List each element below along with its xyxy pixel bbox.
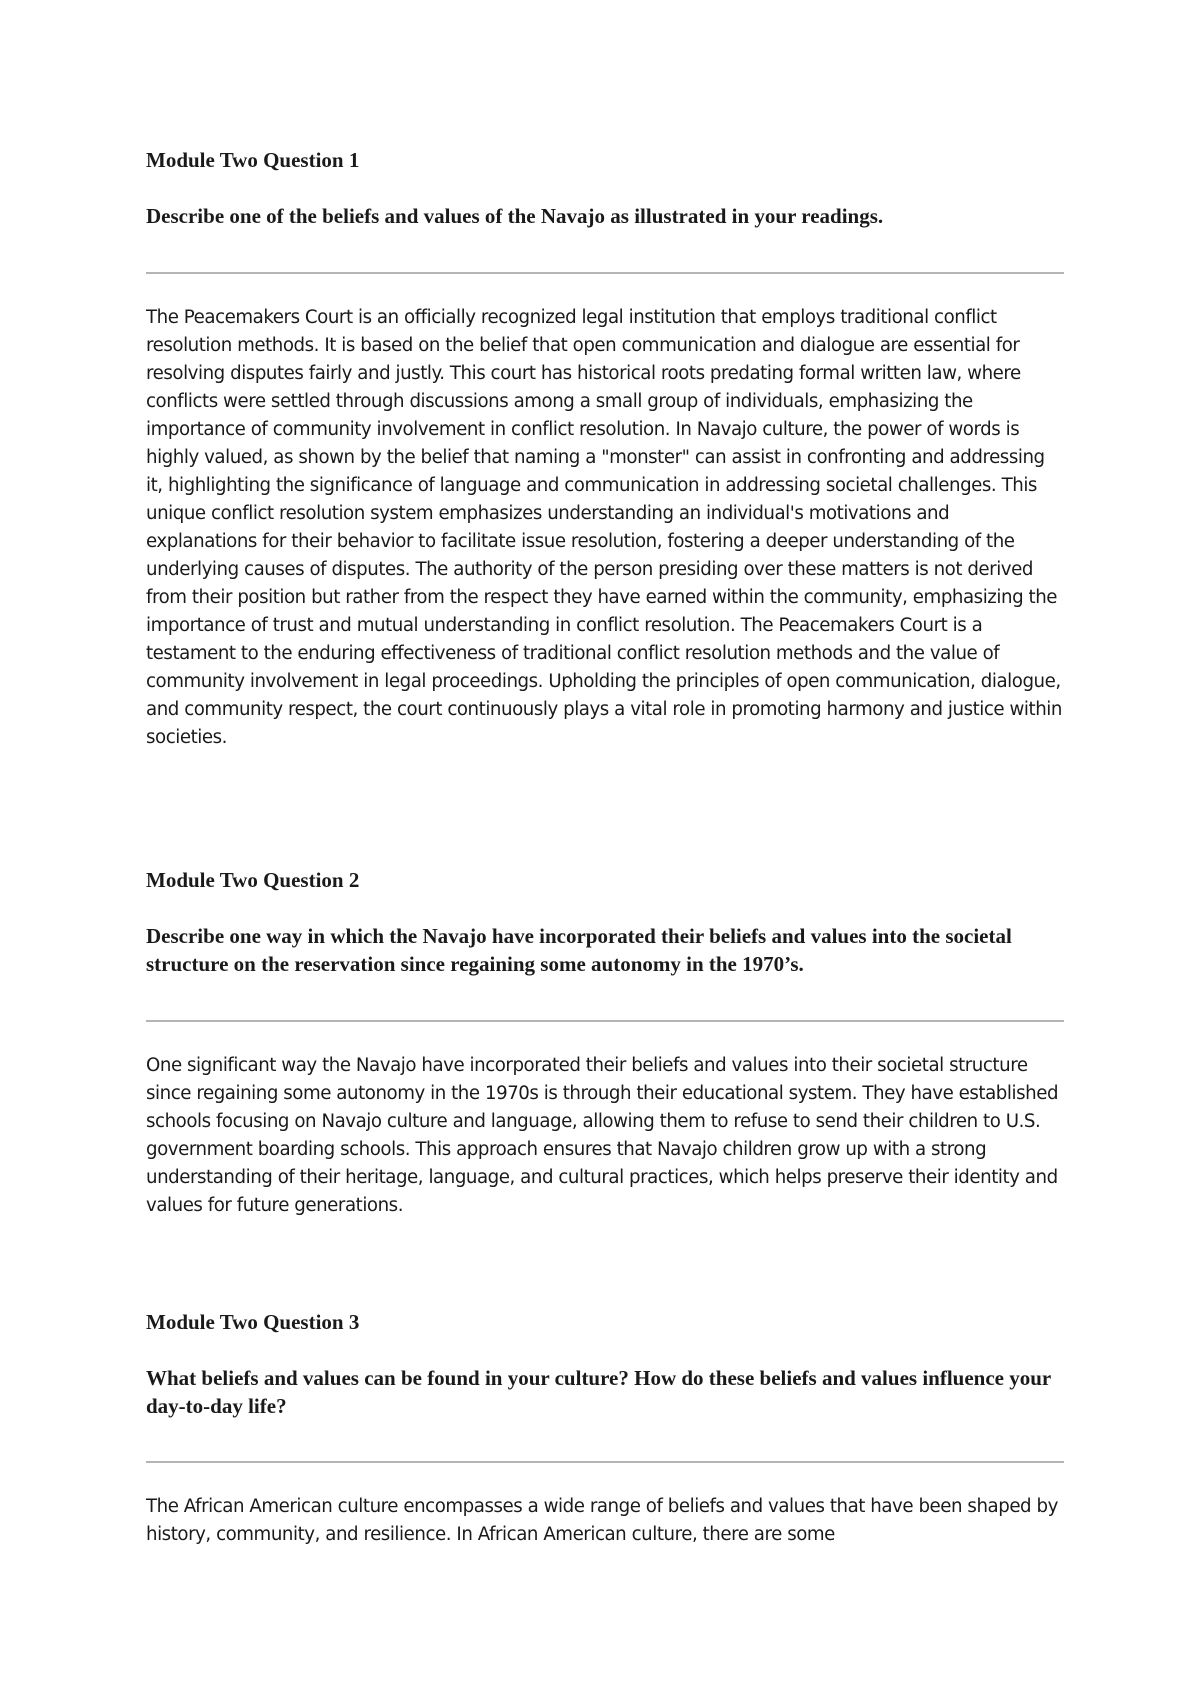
answer-text: One significant way the Navajo have incorporated their beliefs and values into their societal structure since regaining some autonomy in the 1970s is through their educational system. They have established schools focusing on Navajo culture and language, allowing them to refuse to send their children to U.S. government boarding schools. This approach ensures that Navajo children grow up with a strong understanding of their heritage, language, and cultural practices, which helps preserve their identity and values for future generations. bbox=[146, 1055, 1059, 1216]
module-title: Module Two Question 2 bbox=[146, 868, 360, 892]
horizontal-rule bbox=[146, 1461, 1064, 1463]
question-text: What beliefs and values can be found in your culture? How do these beliefs and values influence your day-to-day life? bbox=[146, 1366, 1051, 1418]
question-text: Describe one of the beliefs and values of the Navajo as illustrated in your readings. bbox=[146, 204, 884, 228]
module-title: Module Two Question 1 bbox=[146, 148, 360, 172]
section-question-2 bbox=[146, 866, 1064, 1216]
module-title: Module Two Question 3 bbox=[146, 1310, 360, 1334]
horizontal-rule bbox=[146, 272, 1064, 274]
answer-text: The African American culture encompasses a wide range of beliefs and values that have been shaped by history, community, and resilience. In African American culture, there are some bbox=[146, 1496, 1058, 1545]
answer-text: The Peacemakers Court is an officially recognized legal institution that employs traditional conflict resolution methods. It is based on the belief that open communication and dialogue are essential for resolving disputes fairly and justly. This court has historical roots predating formal written law, where conflicts were settled through discussions among a small group of individuals, emphasizing the importance of community involvement in conflict resolution. In Navajo culture, the power of words is highly valued, as shown by the belief that naming a "monster" can assist in confronting and addressing it, highlighting the significance of language and communication in addressing societal challenges. This unique conflict resolution system emphasizes understanding an individual's motivations and explanations for their behavior to facilitate issue resolution, fostering a deeper understanding of the underlying causes of disputes. The authority of the person presiding over these matters is not derived from their position but rather from the respect they have earned within the community, emphasizing the importance of trust and mutual understanding in conflict resolution. The Peacemakers Court is a testament to the enduring effectiveness of traditional conflict resolution methods and the value of community involvement in legal proceedings. Upholding the principles of open communication, dialogue, and community respect, the court continuously plays a vital role in promoting harmony and justice within societies. bbox=[146, 307, 1062, 748]
section-question-3 bbox=[146, 1308, 1064, 1545]
horizontal-rule bbox=[146, 1020, 1064, 1022]
question-text: Describe one way in which the Navajo have incorporated their beliefs and values into the societal structure on the reservation since regaining some autonomy in the 1970’s. bbox=[146, 924, 1012, 976]
section-question-1 bbox=[146, 146, 1064, 748]
